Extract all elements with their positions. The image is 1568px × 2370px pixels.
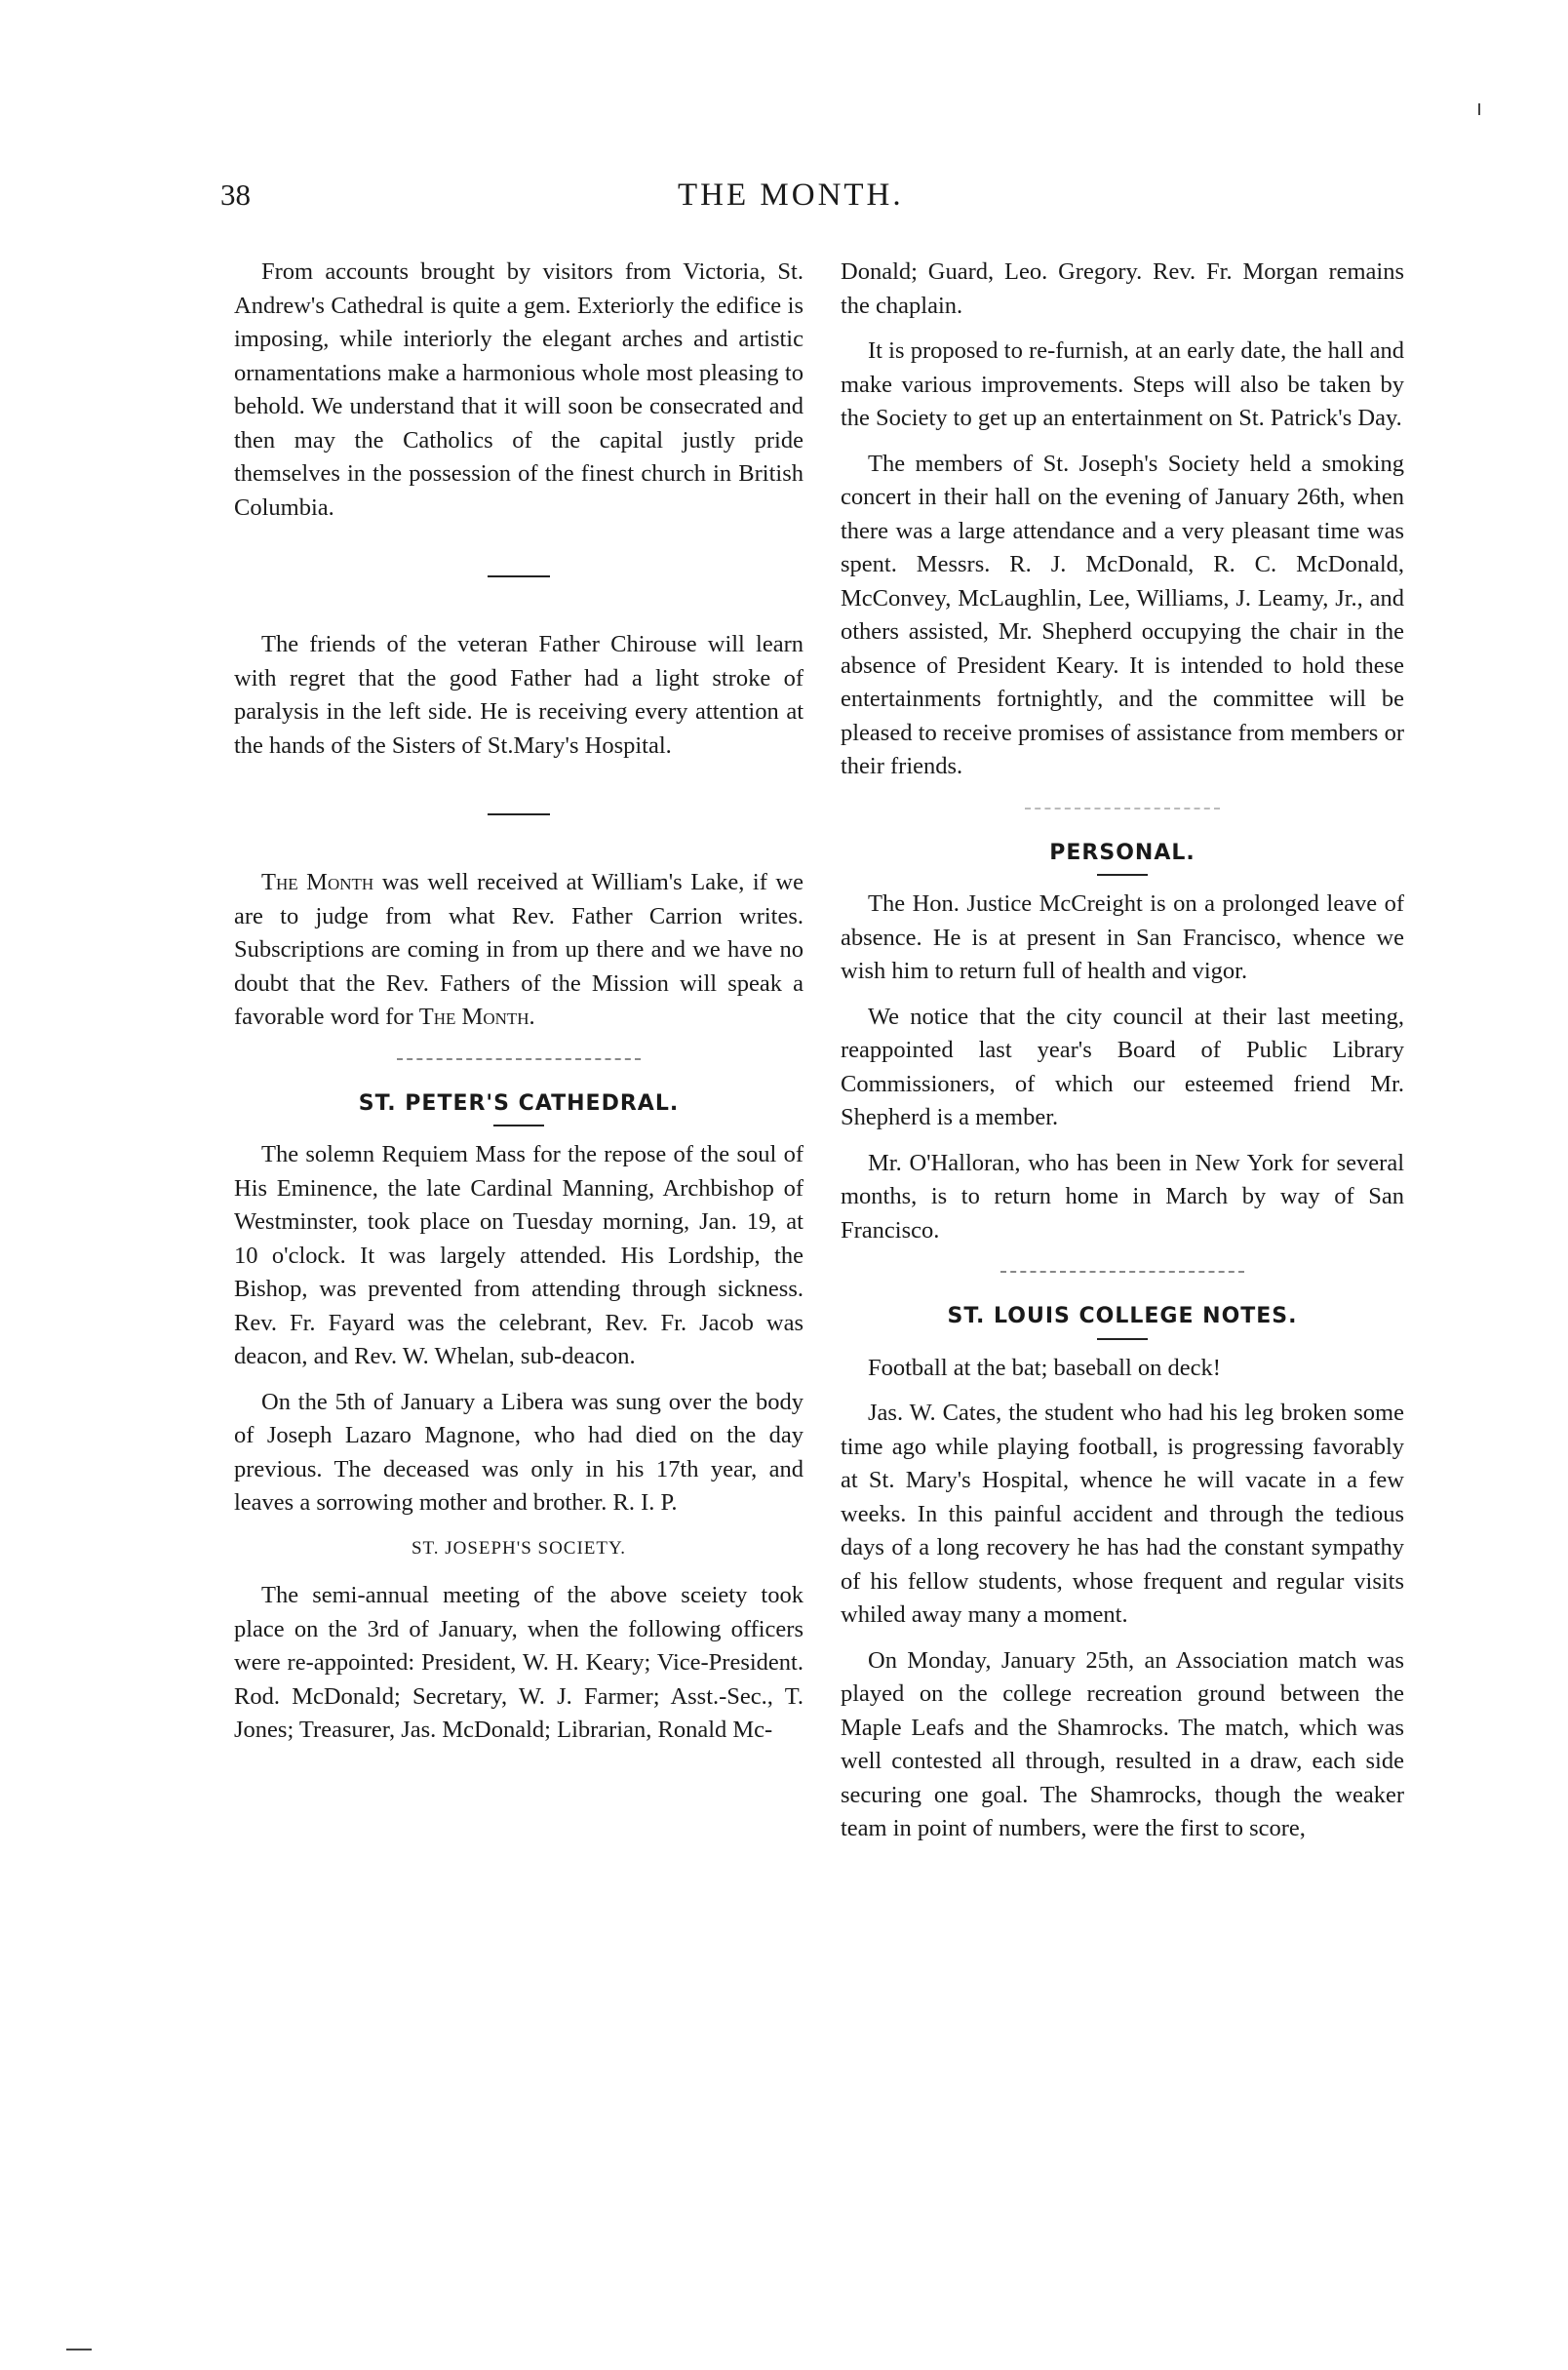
- paragraph-requiem-mass: The solemn Requiem Mass for the repose of the soul of His Eminence, the late Cardinal Manning, Archbishop of Westminster, took place on Tuesday morning, Jan. 19, at 10 o'clock. It was largely attended. His Lordship, the Bishop, was prevented from attending through sickness. Rev. Fr. Fayard was the celebrant, Rev. Fr. Jacob was deacon, and Rev. W. Whelan, sub-deacon.: [234, 1141, 804, 1369]
- paragraph-semi-annual-meeting: The semi-annual meeting of the above sceiety took place on the 3rd of January, when the following officers were re-appointed: President, W. H. Keary; Vice-President. Rod. McDonald; Secretary, W. J. Farmer; Asst.-Sec., T. Jones; Treasurer, Jas. McDonald; Librarian, Ronald Mc-: [234, 1582, 804, 1743]
- ornamental-divider: [1025, 808, 1220, 811]
- right-column: [841, 256, 1404, 1858]
- heading-underline: [1097, 1338, 1148, 1340]
- scan-speck: [66, 2349, 92, 2350]
- paragraph-cates: Jas. W. Cates, the student who had his leg broken some time ago while playing football, is progressing favorably at St. Mary's Hospital, whence he will vacate in a few weeks. In this painful accident and through the tedious days of a long recovery he has had the constant sympathy of his fellow students, whose frequent and regular visits whiled away many a moment.: [841, 1400, 1404, 1628]
- page-number: 38: [220, 178, 251, 212]
- section-divider: [488, 813, 550, 815]
- running-title: THE MONTH.: [678, 178, 904, 213]
- scan-speck: [1478, 103, 1480, 115]
- paragraph-association-match: On Monday, January 25th, an Association match was played on the college recreation ground between the Maple Leafs and the Shamrocks. The match, which was well contested all through, resulted in a draw, each side securing one goal. The Shamrocks, though the weaker team in point of numbers, were the first to score,: [841, 1646, 1404, 1841]
- paragraph-refurnish: It is proposed to re-furnish, at an early date, the hall and make various improvements. Steps will also be taken by the Society to get up an entertainment on St. Patrick's Day.: [841, 337, 1404, 431]
- section-heading-cathedral: ST. PETER'S CATHEDRAL.: [358, 1090, 680, 1116]
- heading-underline: [493, 1125, 544, 1126]
- left-column: [234, 256, 804, 1759]
- ornamental-divider: [1000, 1271, 1244, 1275]
- magazine-name: The Month.: [418, 1004, 535, 1030]
- heading-underline: [1097, 874, 1148, 876]
- paragraph-text: was well received at William's Lake, if we are to judge from what Rev. Father Carrion writes. Subscriptions are coming in from up there and we have no doubt that the Rev. Fathers of the Mission will speak a favorable word for: [234, 869, 804, 1030]
- paragraph-father-chirouse: The friends of the veteran Father Chirouse will learn with regret that the good Father had a light stroke of paralysis in the left side. He is receiving every attention at the hands of the Sisters of St.Mary's Hospital.: [234, 631, 804, 759]
- ornamental-divider: [397, 1058, 641, 1062]
- paragraph-justice-mccreight: The Hon. Justice McCreight is on a prolonged leave of absence. He is at present in San Francisco, whence we wish him to return full of health and vigor.: [841, 890, 1404, 984]
- paragraph-ohalloran: Mr. O'Halloran, who has been in New York for several months, is to return home in March by way of San Francisco.: [841, 1149, 1404, 1244]
- page-header: [0, 178, 1568, 226]
- section-heading-college: ST. LOUIS COLLEGE NOTES.: [947, 1304, 1298, 1328]
- paragraph-williams-lake: [234, 866, 804, 1035]
- section-heading-personal: PERSONAL.: [1049, 840, 1196, 865]
- paragraph-continued: Donald; Guard, Leo. Gregory. Rev. Fr. Morgan remains the chaplain.: [841, 258, 1404, 319]
- paragraph-football: Football at the bat; baseball on deck!: [868, 1354, 1221, 1381]
- paragraph-st-andrews: From accounts brought by visitors from Victoria, St. Andrew's Cathedral is quite a gem. Exteriorly the edifice is imposing, while interiorly the elegant arches and artistic ornamentations make a harmonious whole most pleasing to behold. We understand that it will soon be consecrated and then may the Catholics of the capital justly pride themselves in the possession of the finest church in British Columbia.: [234, 258, 804, 521]
- paragraph-libera: On the 5th of January a Libera was sung over the body of Joseph Lazaro Magnone, who had died on the day previous. The deceased was only in his 17th year, and leaves a sorrowing mother and brother. R. I. P.: [234, 1388, 804, 1516]
- sub-heading-society: ST. JOSEPH'S SOCIETY.: [411, 1537, 627, 1559]
- magazine-name: The Month: [261, 869, 374, 895]
- paragraph-smoking-concert: The members of St. Joseph's Society held a smoking concert in their hall on the evening of January 26th, when there was a large attendance and a very pleasant time was spent. Messrs. R. J. McDonald, R. C. McDonald, McConvey, McLaughlin, Lee, Williams, J. Leamy, Jr., and others assisted, Mr. Shepherd occupying the chair in the absence of President Keary. It is intended to hold these entertainments fortnightly, and the committee will be pleased to receive promises of assistance from members or their friends.: [841, 450, 1404, 779]
- section-divider: [488, 575, 550, 577]
- paragraph-city-council: We notice that the city council at their last meeting, reappointed last year's Board of Public Library Commissioners, of which our esteemed friend Mr. Shepherd is a member.: [841, 1003, 1404, 1130]
